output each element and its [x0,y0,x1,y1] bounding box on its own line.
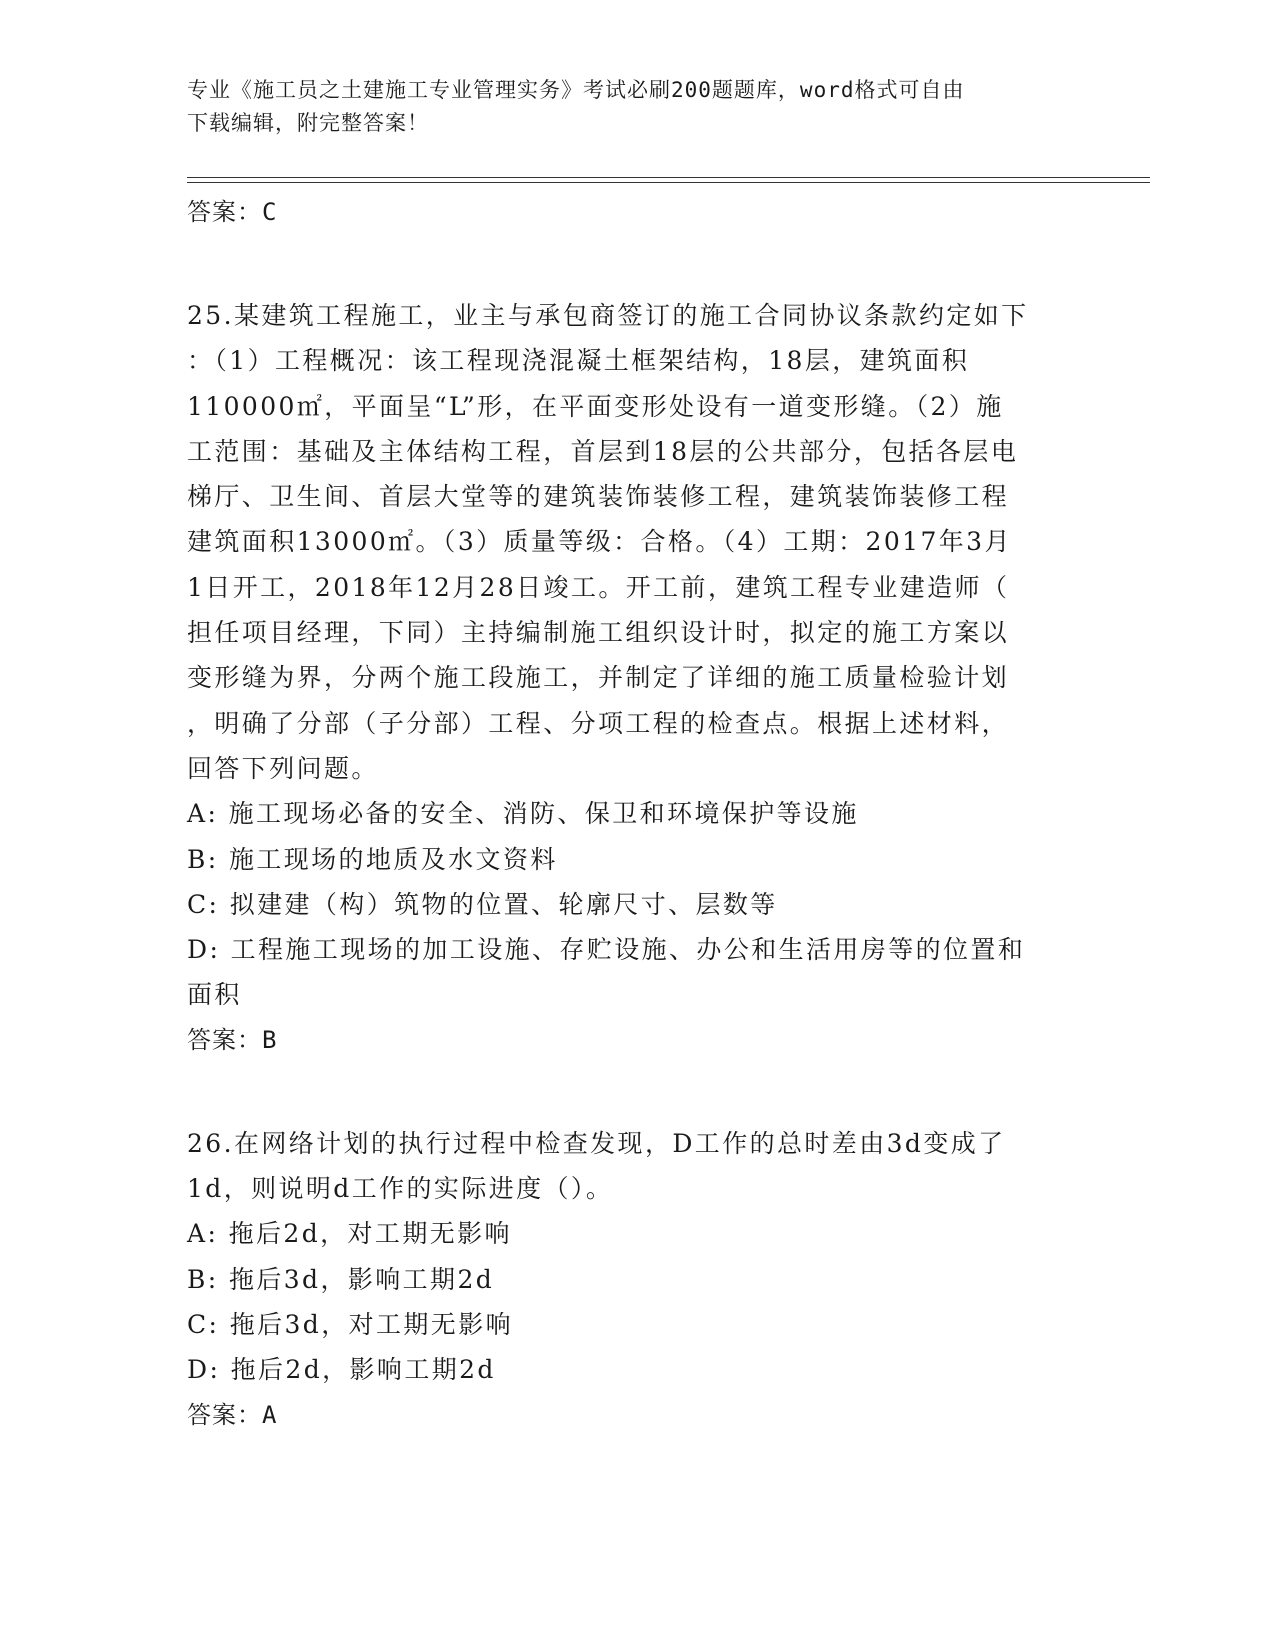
header-line-1: 专业《施工员之土建施工专业管理实务》考试必刷200题题库，word格式可自由 [187,78,965,102]
question-text-line: 25.某建筑工程施工，业主与承包商签订的施工合同协议条款约定如下 [187,301,1029,330]
question-text-line: 110000㎡，平面呈“L”形，在平面变形处设有一道变形缝。（2）施 [187,391,1004,421]
header-line-2: 下载编辑，附完整答案！ [187,111,429,135]
option-c: C: 拟建建（构）筑物的位置、轮廓尺寸、层数等 [187,889,778,919]
option-d: D: 拖后2d，影响工期2d [187,1355,496,1385]
spacer [187,234,1067,293]
option-d: D: 工程施工现场的加工设施、存贮设施、办公和生活用房等的位置和 [187,935,1026,965]
header-divider-top [187,177,1150,178]
question-text-line: 26.在网络计划的执行过程中检查发现，D工作的总时差由3d变成了 [187,1128,1006,1158]
question-25-text [187,293,1067,791]
question-text-line: 建筑面积13000㎡。（3）质量等级：合格。（4）工期：2017年3月 [187,527,1012,557]
question-text-line: 1日开工，2018年12月28日竣工。开工前，建筑工程专业建造师（ [187,572,1010,602]
page-content [187,190,1067,1437]
question-text-line: 回答下列问题。 [187,753,379,783]
document-header [187,74,1067,140]
question-text-line: 担任项目经理，下同）主持编制施工组织设计时，拟定的施工方案以 [187,618,1010,648]
question-text-line: 1d，则说明d工作的实际进度（）。 [187,1174,614,1204]
option-d-continued: 面积 [187,980,242,1010]
option-b: B: 施工现场的地质及水文资料 [187,844,558,874]
question-26-options [187,1211,1067,1392]
option-a: A: 拖后2d，对工期无影响 [187,1219,512,1249]
question-25 [187,293,1067,1062]
spacer [187,1062,1067,1121]
question-25-answer: 答案：B [187,1025,278,1054]
header-divider-bottom [187,182,1150,183]
option-a: A: 施工现场必备的安全、消防、保卫和环境保护等设施 [187,799,859,829]
question-25-options [187,791,1067,1017]
question-text-line: ，明确了分部（子分部）工程、分项工程的检查点。根据上述材料， [187,708,1010,738]
question-26-text [187,1121,1067,1212]
question-text-line: ：（1）工程概况：该工程现浇混凝土框架结构，18层，建筑面积 [187,346,970,376]
question-text-line: 工范围：基础及主体结构工程，首层到18层的公共部分，包括各层电 [187,436,1019,466]
previous-question-answer: 答案：C [187,198,278,226]
option-b: B: 拖后3d，影响工期2d [187,1264,495,1294]
question-26 [187,1121,1067,1437]
option-c: C: 拖后3d，对工期无影响 [187,1309,514,1339]
question-text-line: 变形缝为界，分两个施工段施工，并制定了详细的施工质量检验计划 [187,663,1010,693]
question-26-answer: 答案：A [187,1400,278,1429]
question-text-line: 梯厅、卫生间、首层大堂等的建筑装饰装修工程，建筑装饰装修工程 [187,482,1010,512]
